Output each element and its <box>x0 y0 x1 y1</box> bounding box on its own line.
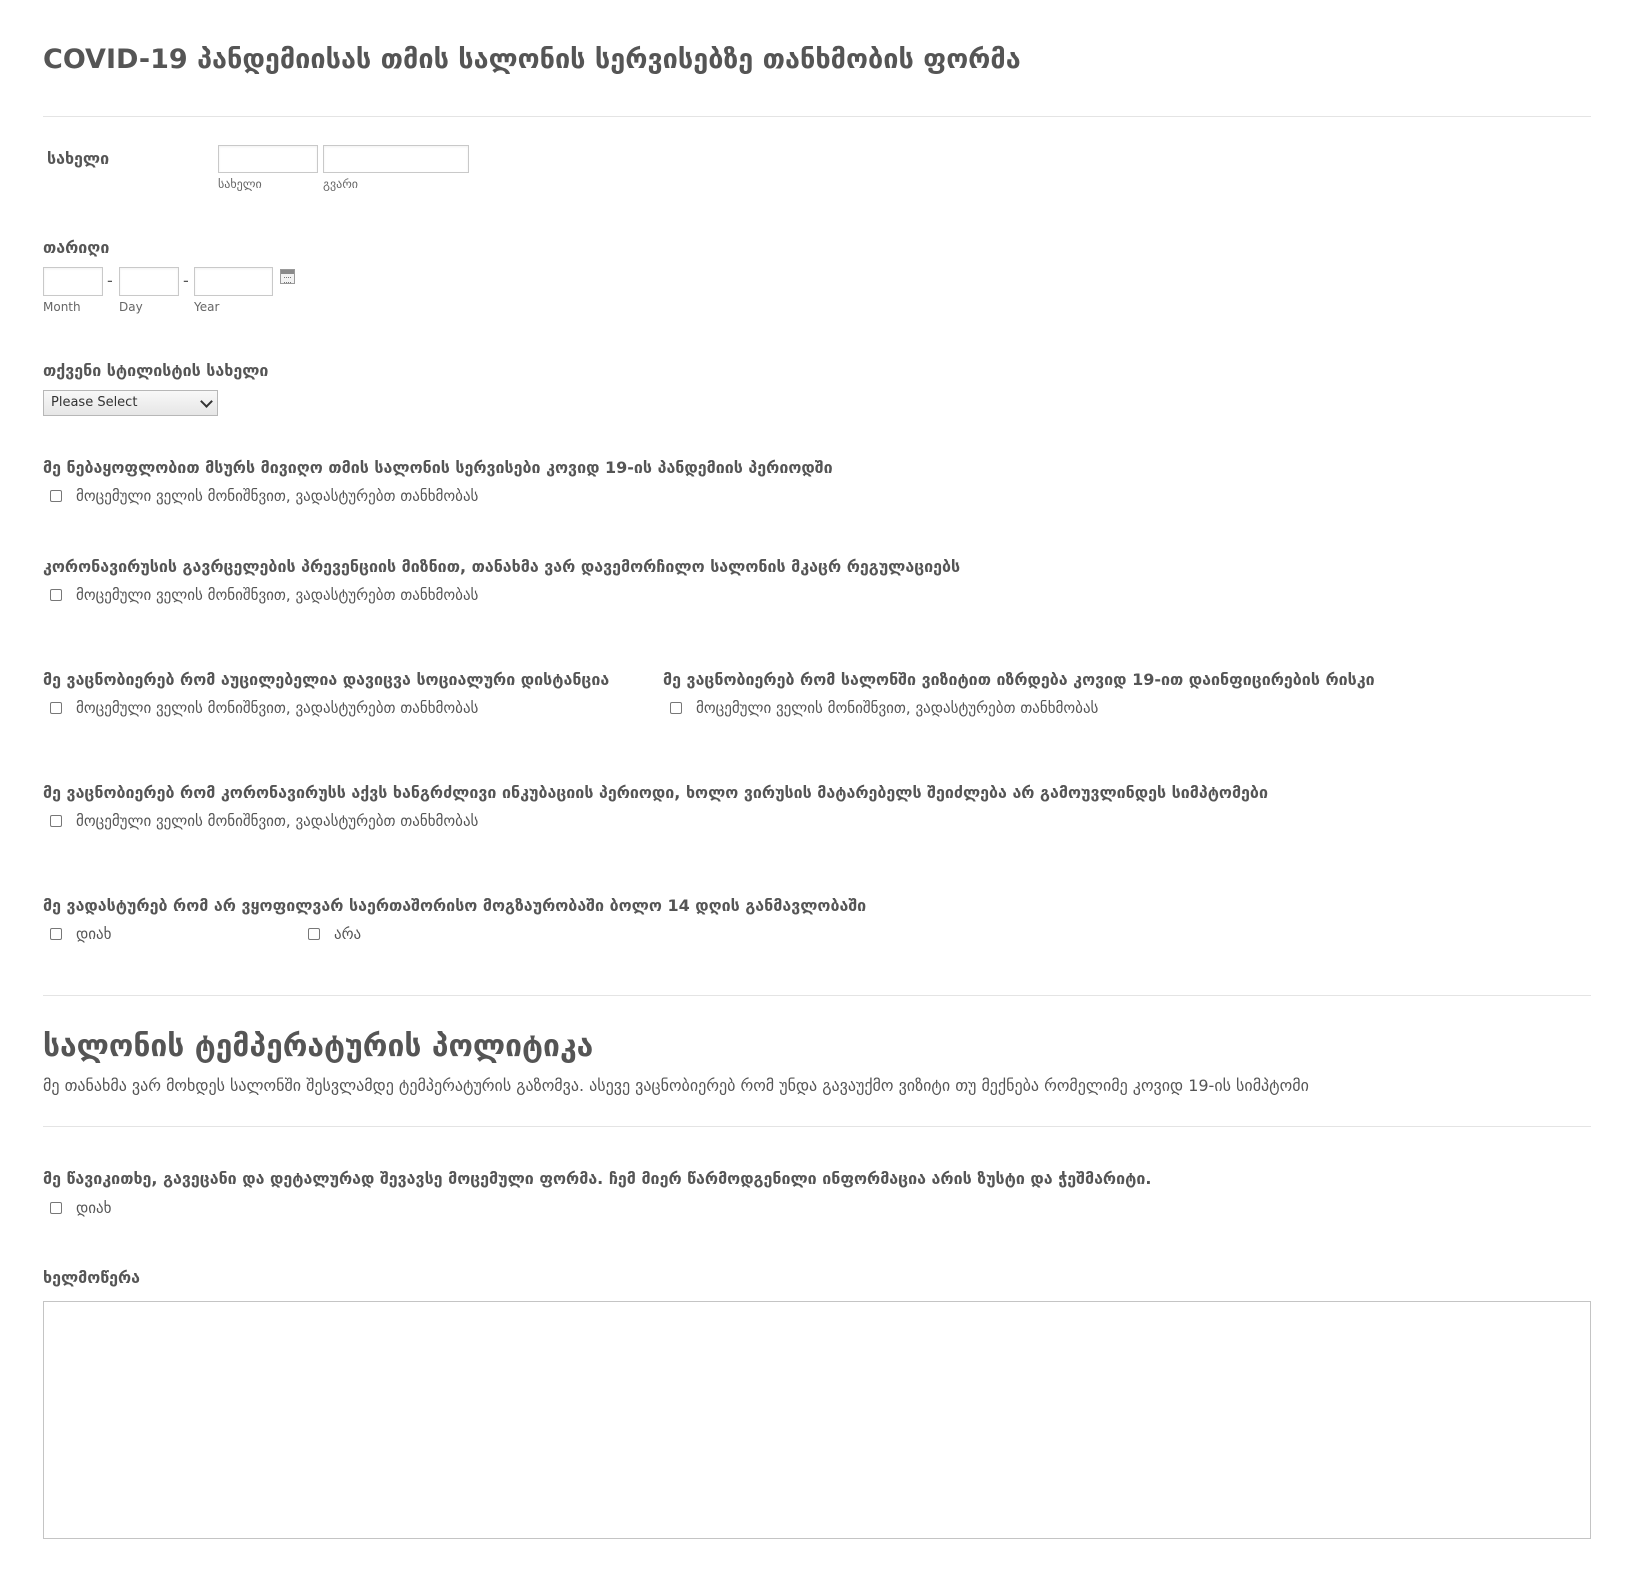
q4-consent-label: მოცემული ველის მონიშნვით, ვადასტურებთ თანხმობას <box>696 699 1099 717</box>
checkbox-icon[interactable] <box>50 815 62 827</box>
stylist-label: თქვენი სტილისტის სახელი <box>43 361 269 380</box>
consent-form <box>43 0 1591 1575</box>
stylist-select[interactable] <box>43 390 218 416</box>
first-name-sublabel: სახელი <box>218 177 262 191</box>
title-divider <box>43 116 1591 117</box>
q6-label: მე ვადასტურებ რომ არ ვყოფილვარ საერთაშორისო მოგზაურობაში ბოლო 14 დღის განმავლობაში <box>43 896 867 915</box>
signature-pad[interactable] <box>43 1301 1591 1539</box>
q6-yes-label: დიახ <box>76 925 112 943</box>
chevron-down-icon <box>200 395 213 408</box>
declaration-label: მე წავიკითხე, გავეცანი და დეტალურად შევავსე მოცემული ფორმა. ჩემ მიერ წარმოდგენილი ინფორმაცია არის ზუსტი და ჭეშმარიტი. <box>43 1169 1152 1188</box>
temperature-section-subtitle: მე თანახმა ვარ მოხდეს სალონში შესვლამდე ტემპერატურის გაზომვა. ასევე ვაცნობიერებ რომ უნდა გავაუქმო ვიზიტი თუ მექნება რომელიმე კოვიდ 19-ის სიმპტომი <box>43 1076 1309 1095</box>
temperature-section-title: სალონის ტემპერატურის პოლიტიკა <box>43 1029 594 1064</box>
last-name-sublabel: გვარი <box>323 177 358 191</box>
q1-label: მე ნებაყოფლობით მსურს მივიღო თმის სალონის სერვისები კოვიდ 19-ის პანდემიის პერიოდში <box>43 458 833 477</box>
q2-label: კორონავირუსის გავრცელების პრევენციის მიზნით, თანახმა ვარ დავემორჩილო სალონის მკაცრ რეგულაციებს <box>43 557 961 576</box>
name-label: სახელი <box>47 149 110 168</box>
q6-no-label: არა <box>334 925 362 943</box>
checkbox-icon[interactable] <box>50 928 62 940</box>
declaration-yes-label: დიახ <box>76 1199 112 1217</box>
date-separator: - <box>183 271 189 290</box>
q1-consent-label: მოცემული ველის მონიშნვით, ვადასტურებთ თანხმობას <box>76 487 479 505</box>
month-sublabel: Month <box>43 300 81 314</box>
q5-label: მე ვაცნობიერებ რომ კორონავირუსს აქვს ხანგრძლივი ინკუბაციის პერიოდი, ხოლო ვირუსის მატარებელს შეიძლება არ გამოუვლინდეს სიმპტომები <box>43 783 1268 802</box>
q2-consent-label: მოცემული ველის მონიშნვით, ვადასტურებთ თანხმობას <box>76 586 479 604</box>
signature-label: ხელმოწერა <box>43 1268 141 1287</box>
q5-consent-label: მოცემული ველის მონიშნვით, ვადასტურებთ თანხმობას <box>76 812 479 830</box>
day-input[interactable] <box>119 267 179 296</box>
checkbox-icon[interactable] <box>50 1202 62 1214</box>
form-title: COVID-19 პანდემიისას თმის სალონის სერვისებზე თანხმობის ფორმა <box>43 44 1021 75</box>
year-sublabel: Year <box>194 300 220 314</box>
section-divider <box>43 1126 1591 1127</box>
year-input[interactable] <box>194 267 273 296</box>
stylist-select-value: Please Select <box>51 395 138 410</box>
section-divider <box>43 995 1591 996</box>
q3-label: მე ვაცნობიერებ რომ აუცილებელია დავიცვა სოციალური დისტანცია <box>43 670 610 689</box>
day-sublabel: Day <box>119 300 143 314</box>
q4-label: მე ვაცნობიერებ რომ სალონში ვიზიტით იზრდება კოვიდ 19-ით დაინფიცირების რისკი <box>663 670 1375 689</box>
calendar-icon[interactable] <box>280 269 295 284</box>
date-separator: - <box>107 271 113 290</box>
checkbox-icon[interactable] <box>670 702 682 714</box>
checkbox-icon[interactable] <box>50 589 62 601</box>
checkbox-icon[interactable] <box>50 702 62 714</box>
checkbox-icon[interactable] <box>308 928 320 940</box>
last-name-input[interactable] <box>323 145 469 173</box>
checkbox-icon[interactable] <box>50 490 62 502</box>
month-input[interactable] <box>43 267 103 296</box>
date-label: თარიღი <box>43 238 110 257</box>
first-name-input[interactable] <box>218 145 318 173</box>
q3-consent-label: მოცემული ველის მონიშნვით, ვადასტურებთ თანხმობას <box>76 699 479 717</box>
